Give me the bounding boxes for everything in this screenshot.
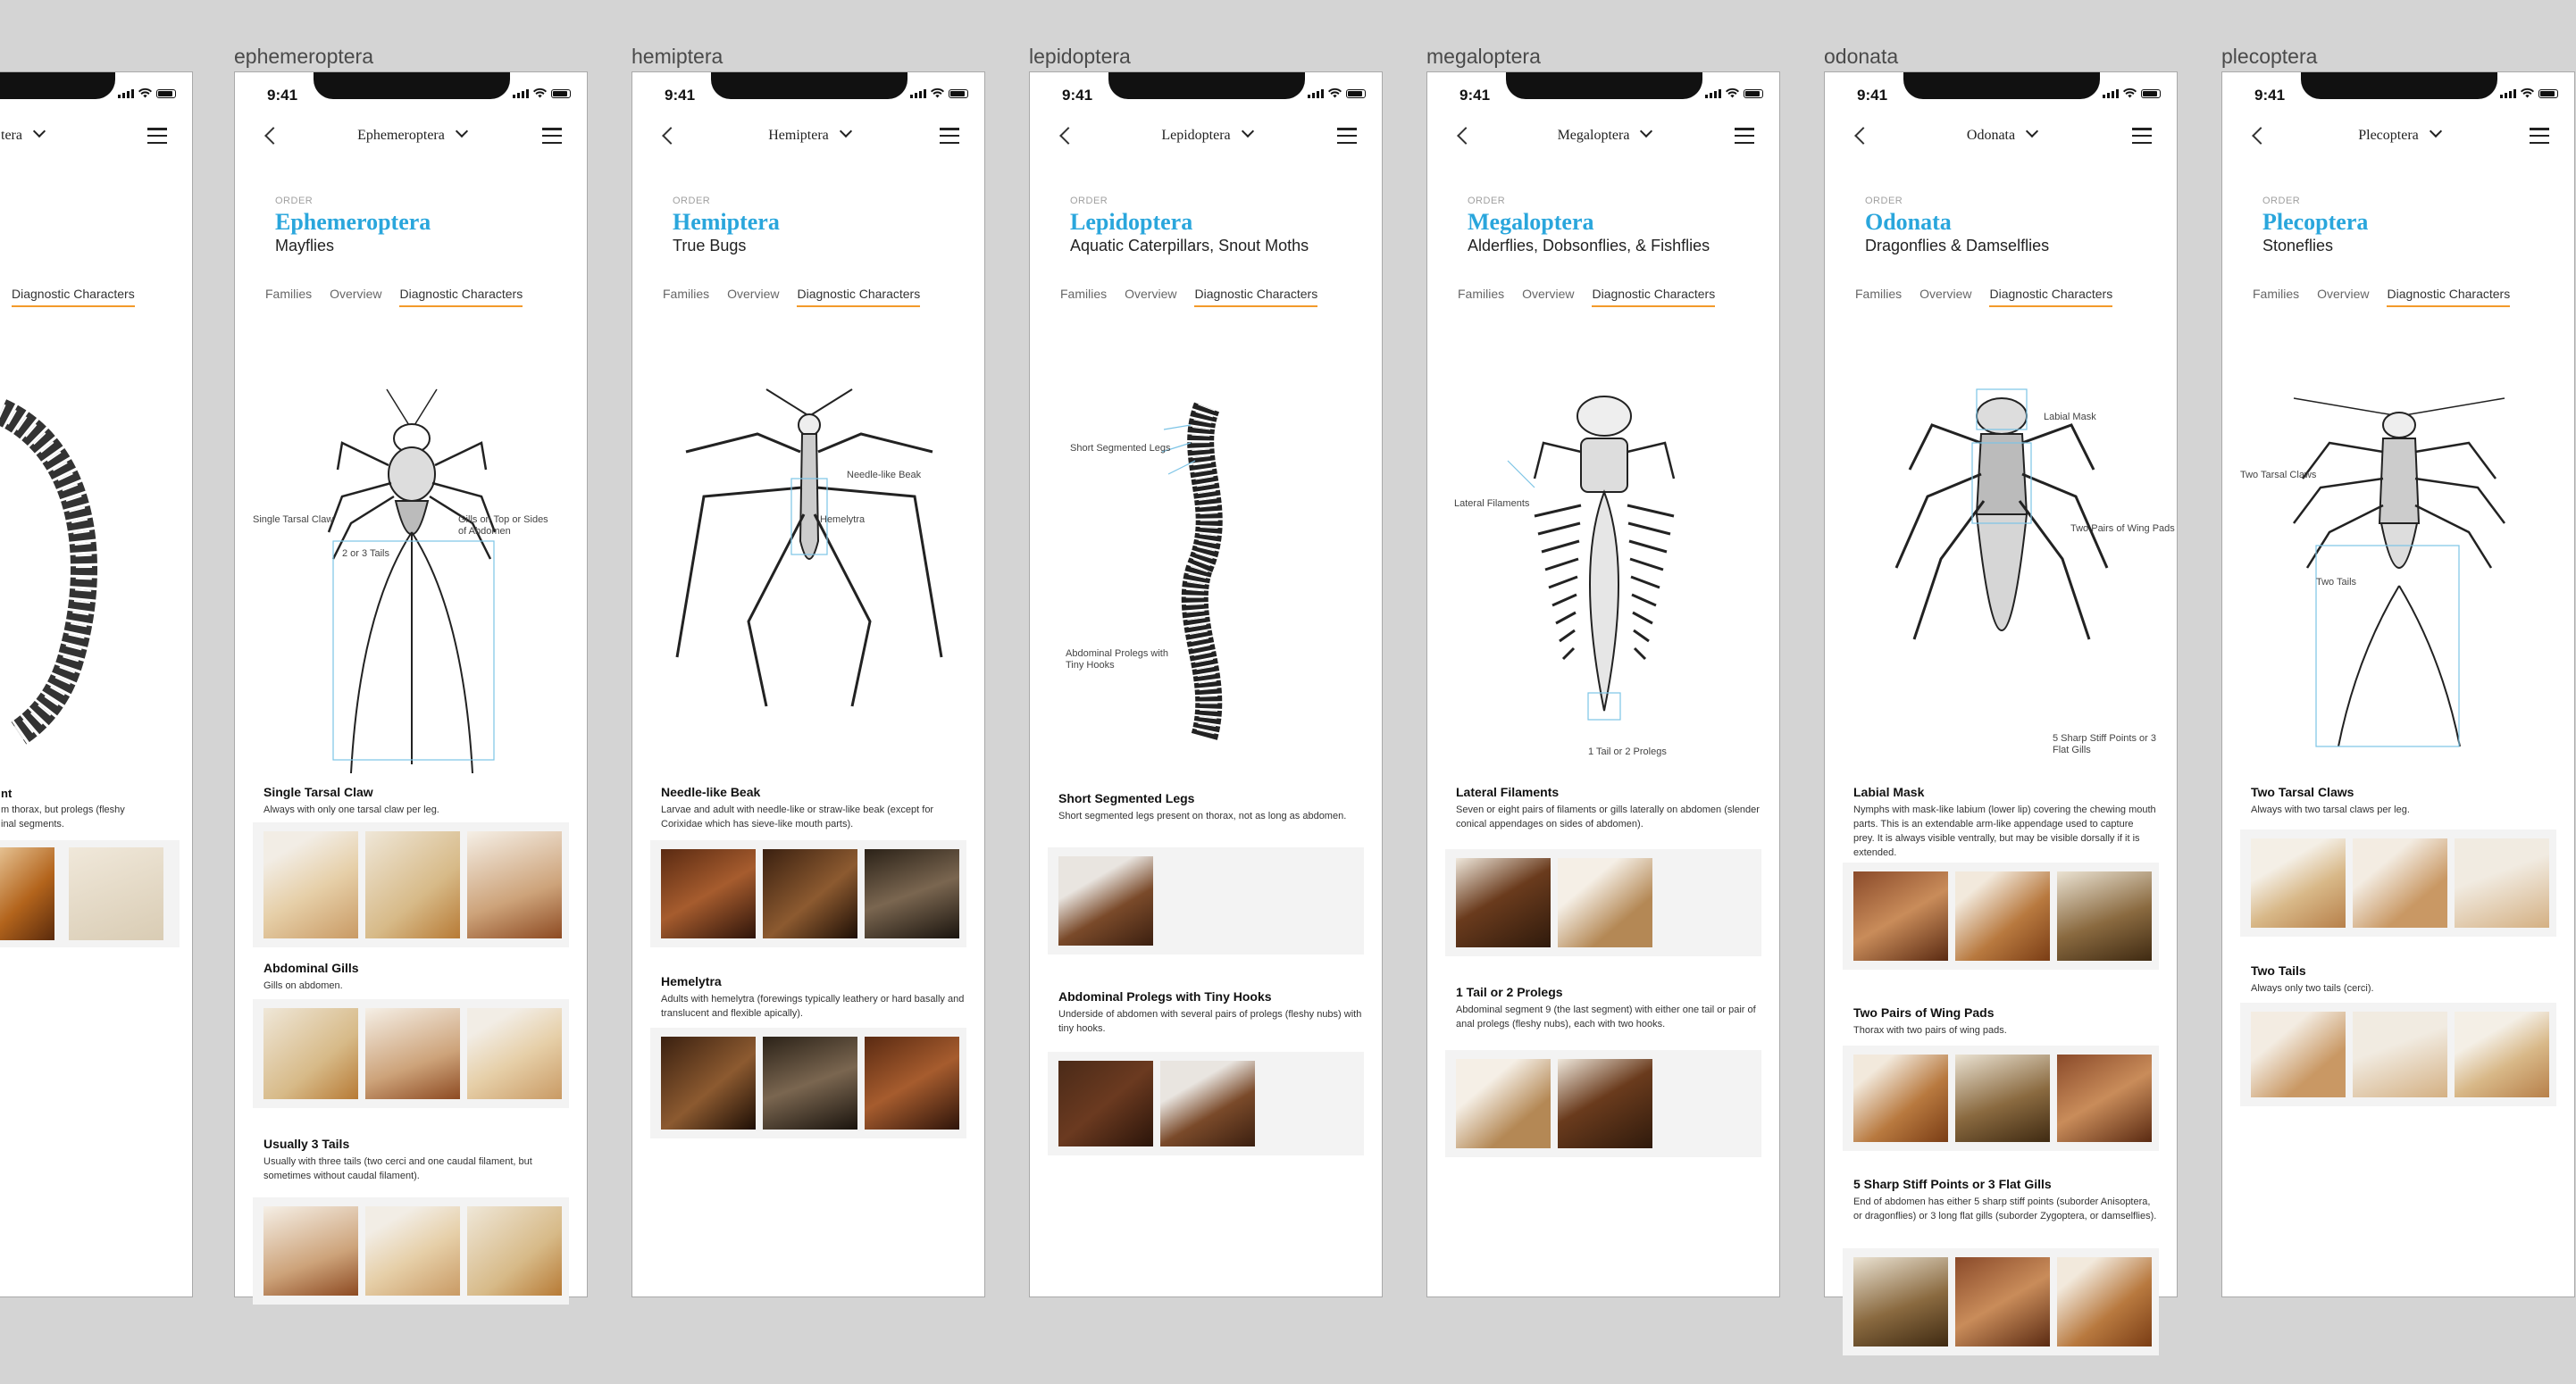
status-time: 9:41 bbox=[1857, 87, 1888, 104]
order-label: ORDER bbox=[1865, 196, 1903, 206]
battery-icon bbox=[1744, 89, 1763, 98]
tab-bar bbox=[12, 287, 135, 307]
cellular-icon bbox=[1308, 89, 1324, 98]
order-name: Hemiptera bbox=[673, 209, 780, 235]
specimen-photo[interactable] bbox=[1853, 1257, 1948, 1346]
tab-diagnostic-characters[interactable]: Diagnostic Characters bbox=[1989, 287, 2112, 307]
illustration-callout: Abdominal Prolegs with Tiny Hooks bbox=[1066, 648, 1168, 671]
status-bar bbox=[2222, 72, 2576, 117]
wifi-icon bbox=[2123, 88, 2137, 98]
specimen-photo[interactable] bbox=[865, 1037, 959, 1130]
tab-diagnostic-characters[interactable]: Diagnostic Characters bbox=[797, 287, 920, 307]
status-time: 9:41 bbox=[1459, 87, 1491, 104]
phone-frame-hemiptera bbox=[631, 71, 985, 1297]
specimen-photo[interactable] bbox=[365, 1008, 460, 1099]
specimen-photo[interactable] bbox=[763, 1037, 857, 1130]
specimen-photo[interactable] bbox=[467, 1206, 562, 1296]
character-title: Lateral Filaments bbox=[1456, 785, 1560, 799]
photo-card bbox=[650, 1028, 966, 1138]
order-label: ORDER bbox=[2262, 196, 2301, 206]
specimen-photo[interactable] bbox=[1558, 1059, 1652, 1148]
chevron-down-icon bbox=[2026, 125, 2038, 138]
tab-bar bbox=[1060, 287, 1317, 307]
order-header bbox=[1468, 196, 1710, 255]
phone-frame-plecoptera bbox=[2221, 71, 2575, 1297]
section-desc-partial-1: m thorax, but prolegs (fleshy bbox=[1, 805, 125, 815]
insect-illustration bbox=[235, 389, 589, 773]
nav-title: Plecoptera bbox=[2358, 128, 2419, 143]
order-dropdown[interactable] bbox=[632, 128, 986, 144]
character-title: Two Tails bbox=[2251, 963, 2306, 978]
wifi-icon bbox=[2521, 88, 2534, 98]
cellular-icon bbox=[1705, 89, 1721, 98]
order-header bbox=[673, 196, 780, 255]
wifi-icon bbox=[931, 88, 944, 98]
specimen-photo[interactable] bbox=[1955, 1257, 2050, 1346]
specimen-photo[interactable] bbox=[2353, 838, 2447, 928]
common-name: Alderflies, Dobsonflies, & Fishflies bbox=[1468, 237, 1710, 254]
status-icons bbox=[2103, 88, 2161, 98]
phone-frame-odonata bbox=[1824, 71, 2178, 1297]
order-name: Lepidoptera bbox=[1070, 209, 1193, 235]
character-title: Abdominal Prolegs with Tiny Hooks bbox=[1058, 989, 1272, 1004]
specimen-photo[interactable] bbox=[1456, 1059, 1551, 1148]
frame-label: ephemeroptera bbox=[234, 45, 373, 68]
hamburger-menu-icon[interactable] bbox=[2132, 128, 2152, 144]
character-title: Single Tarsal Claw bbox=[263, 785, 373, 799]
photo-card bbox=[650, 840, 966, 947]
photo-card bbox=[1843, 1046, 2159, 1151]
specimen-photo[interactable] bbox=[2057, 871, 2152, 961]
specimen-photo[interactable] bbox=[1058, 856, 1153, 946]
battery-icon bbox=[1346, 89, 1366, 98]
status-icons bbox=[1705, 88, 1763, 98]
wifi-icon bbox=[1726, 88, 1739, 98]
nav-title: Ephemeroptera bbox=[357, 128, 445, 143]
status-bar bbox=[0, 72, 194, 117]
order-header bbox=[275, 196, 431, 255]
cellular-icon bbox=[2500, 89, 2516, 98]
character-title: Two Pairs of Wing Pads bbox=[1853, 1005, 1995, 1020]
status-time: 9:41 bbox=[2254, 87, 2286, 104]
specimen-photo[interactable] bbox=[1955, 1055, 2050, 1142]
character-title: Labial Mask bbox=[1853, 785, 1925, 799]
nav-bar bbox=[235, 117, 589, 158]
order-header bbox=[2262, 196, 2368, 255]
notch bbox=[1506, 72, 1702, 99]
character-description: Usually with three tails (two cerci and one caudal filament, but sometimes without caudal filament). bbox=[263, 1156, 532, 1181]
notch bbox=[2301, 72, 2497, 99]
tab-overview[interactable]: Overview bbox=[2317, 287, 2370, 301]
specimen-photo[interactable] bbox=[1853, 871, 1948, 961]
insect-illustration bbox=[1427, 389, 1781, 773]
nav-title: Odonata bbox=[1966, 128, 2016, 143]
tab-families[interactable]: Families bbox=[1060, 287, 1108, 301]
tab-overview[interactable]: Overview bbox=[1522, 287, 1575, 301]
tab-overview[interactable]: Overview bbox=[330, 287, 382, 301]
specimen-photo[interactable] bbox=[263, 831, 358, 938]
illustration-callout: Short Segmented Legs bbox=[1070, 443, 1171, 454]
specimen-photo[interactable] bbox=[69, 847, 163, 940]
specimen-photo[interactable] bbox=[661, 1037, 756, 1130]
chevron-down-icon bbox=[2430, 125, 2442, 138]
character-title: 5 Sharp Stiff Points or 3 Flat Gills bbox=[1853, 1177, 2052, 1191]
section-desc-partial-2: inal segments. bbox=[1, 819, 64, 830]
nav-bar bbox=[2222, 117, 2576, 158]
section-title-partial: nt bbox=[1, 787, 13, 800]
chevron-down-icon bbox=[1242, 125, 1254, 138]
tab-families[interactable]: Families bbox=[2253, 287, 2300, 301]
specimen-photo[interactable] bbox=[2455, 1012, 2549, 1097]
cellular-icon bbox=[2103, 89, 2119, 98]
hamburger-menu-icon[interactable] bbox=[1337, 128, 1357, 144]
photo-card bbox=[1843, 863, 2159, 970]
battery-icon bbox=[949, 89, 968, 98]
character-description: Nymphs with mask-like labium (lower lip) covering the chewing mouth parts. This is an extendable arm-like appendage used to capture prey. It is always visible ventrally, but may be visible dorsally if it is extended. bbox=[1853, 805, 2156, 858]
frame-label: odonata bbox=[1824, 45, 1899, 68]
tab-bar bbox=[265, 287, 523, 307]
nav-title: Lepidoptera bbox=[1161, 128, 1231, 143]
specimen-photo[interactable] bbox=[0, 847, 54, 940]
specimen-photo[interactable] bbox=[2455, 838, 2549, 928]
photo-card bbox=[1445, 849, 1761, 956]
cellular-icon bbox=[910, 89, 926, 98]
status-time: 9:41 bbox=[1062, 87, 1093, 104]
character-description: Always with only one tarsal claw per leg. bbox=[263, 805, 439, 815]
order-name: Odonata bbox=[1865, 209, 1952, 235]
tab-diagnostic-characters[interactable]: Diagnostic Characters bbox=[12, 287, 135, 307]
tab-bar bbox=[1458, 287, 1715, 307]
nav-bar bbox=[1030, 117, 1384, 158]
status-icons bbox=[118, 88, 176, 98]
nav-bar bbox=[0, 117, 194, 158]
specimen-photo[interactable] bbox=[661, 849, 756, 938]
order-dropdown[interactable] bbox=[235, 128, 589, 144]
cellular-icon bbox=[118, 89, 134, 98]
status-bar bbox=[1825, 72, 2179, 117]
status-icons bbox=[910, 88, 968, 98]
phone-frame-lepidoptera bbox=[1029, 71, 1383, 1297]
chevron-down-icon bbox=[1640, 125, 1652, 138]
specimen-photo[interactable] bbox=[2057, 1257, 2152, 1346]
common-name: Dragonflies & Damselflies bbox=[1865, 237, 2050, 254]
nav-bar bbox=[1825, 117, 2179, 158]
illustration-callout: 2 or 3 Tails bbox=[342, 548, 389, 559]
frame-label: lepidoptera bbox=[1029, 45, 1131, 68]
nav-title: Hemiptera bbox=[768, 128, 829, 143]
specimen-photo[interactable] bbox=[1955, 871, 2050, 961]
hamburger-menu-icon[interactable] bbox=[542, 128, 562, 144]
photo-card bbox=[1048, 1052, 1364, 1155]
tab-families[interactable]: Families bbox=[663, 287, 710, 301]
tab-overview[interactable]: Overview bbox=[1919, 287, 1972, 301]
tab-families[interactable]: Families bbox=[265, 287, 313, 301]
character-title: Needle-like Beak bbox=[661, 785, 761, 799]
illustration-callout: Lateral Filaments bbox=[1454, 498, 1530, 509]
tab-diagnostic-characters[interactable]: Diagnostic Characters bbox=[2387, 287, 2510, 307]
specimen-photo[interactable] bbox=[763, 849, 857, 938]
order-label: ORDER bbox=[1468, 196, 1506, 206]
order-name: Plecoptera bbox=[2262, 209, 2369, 235]
caterpillar-illustration bbox=[0, 340, 194, 787]
character-description: End of abdomen has either 5 sharp stiff points (suborder Anisoptera, or dragonflies) or 3 long flat gills (suborder Zygoptera, or damselflies). bbox=[1853, 1196, 2157, 1221]
character-title: 1 Tail or 2 Prolegs bbox=[1456, 985, 1563, 999]
notch bbox=[711, 72, 907, 99]
nav-bar bbox=[632, 117, 986, 158]
status-bar bbox=[235, 72, 589, 117]
frame-label: hemiptera bbox=[631, 45, 723, 68]
character-title: Two Tarsal Claws bbox=[2251, 785, 2354, 799]
battery-icon bbox=[156, 89, 176, 98]
illustration-callout: Gills on Top or Sides of Abdomen bbox=[458, 514, 548, 537]
illustration-callout: Two Pairs of Wing Pads bbox=[2070, 523, 2175, 534]
order-dropdown[interactable] bbox=[1825, 128, 2179, 144]
illustration-callout: Two Tails bbox=[2316, 577, 2357, 588]
order-dropdown[interactable] bbox=[2222, 128, 2576, 144]
order-header bbox=[1865, 196, 2049, 255]
photo-card bbox=[1048, 847, 1364, 955]
common-name: Aquatic Caterpillars, Snout Moths bbox=[1070, 237, 1309, 254]
phone-frame-ephemeroptera bbox=[234, 71, 588, 1297]
specimen-photo[interactable] bbox=[365, 1206, 460, 1296]
illustration-callout: Single Tarsal Claw bbox=[253, 514, 334, 525]
frame-label: plecoptera bbox=[2221, 45, 2318, 68]
tab-diagnostic-characters[interactable]: Diagnostic Characters bbox=[399, 287, 523, 307]
tab-diagnostic-characters[interactable]: Diagnostic Characters bbox=[1194, 287, 1317, 307]
status-icons bbox=[1308, 88, 1366, 98]
common-name: Mayflies bbox=[275, 237, 335, 254]
notch bbox=[314, 72, 510, 99]
phone-frame-megaloptera bbox=[1426, 71, 1780, 1297]
character-title: Short Segmented Legs bbox=[1058, 791, 1195, 805]
nav-title: Megaloptera bbox=[1557, 128, 1630, 143]
notch bbox=[1108, 72, 1305, 99]
character-title: Abdominal Gills bbox=[263, 961, 359, 975]
character-description: Thorax with two pairs of wing pads. bbox=[1853, 1025, 2007, 1036]
illustration-callout: 5 Sharp Stiff Points or 3 Flat Gills bbox=[2053, 733, 2156, 755]
nav-title: tera bbox=[1, 128, 22, 143]
chevron-down-icon bbox=[33, 125, 46, 138]
status-bar bbox=[1427, 72, 1781, 117]
hamburger-menu-icon[interactable] bbox=[2530, 128, 2549, 144]
character-description: Gills on abdomen. bbox=[263, 980, 343, 991]
character-description: Short segmented legs present on thorax, not as long as abdomen. bbox=[1058, 811, 1347, 821]
hamburger-menu-icon[interactable] bbox=[147, 128, 167, 144]
status-icons bbox=[513, 88, 571, 98]
character-title: Hemelytra bbox=[661, 974, 722, 988]
character-description: Seven or eight pairs of filaments or gills laterally on abdomen (slender conical appendages on sides of abdomen). bbox=[1456, 805, 1760, 830]
chevron-down-icon bbox=[456, 125, 468, 138]
insect-illustration bbox=[1825, 389, 2179, 773]
illustration-callout: Hemelytra bbox=[820, 514, 866, 525]
order-dropdown[interactable] bbox=[1030, 128, 1384, 144]
photo-card bbox=[253, 999, 569, 1108]
photo-card bbox=[2240, 830, 2556, 937]
notch bbox=[0, 72, 115, 99]
wifi-icon bbox=[138, 88, 152, 98]
character-description: Abdominal segment 9 (the last segment) with either one tail or pair of anal prolegs (fleshy nubs), each with two hooks. bbox=[1456, 1005, 1756, 1030]
specimen-photo[interactable] bbox=[1853, 1055, 1948, 1142]
tab-overview[interactable]: Overview bbox=[727, 287, 780, 301]
specimen-photo[interactable] bbox=[263, 1206, 358, 1296]
order-dropdown[interactable] bbox=[1427, 128, 1781, 144]
character-title: Usually 3 Tails bbox=[263, 1137, 350, 1151]
tab-families[interactable]: Families bbox=[1458, 287, 1505, 301]
tab-diagnostic-characters[interactable]: Diagnostic Characters bbox=[1592, 287, 1715, 307]
illustration-callout: Two Tarsal Claws bbox=[2240, 470, 2317, 480]
character-description: Always only two tails (cerci). bbox=[2251, 983, 2374, 994]
tab-overview[interactable]: Overview bbox=[1125, 287, 1177, 301]
photo-card bbox=[2240, 1003, 2556, 1106]
specimen-photo[interactable] bbox=[467, 831, 562, 938]
insect-illustration bbox=[632, 389, 986, 773]
character-description: Larvae and adult with needle-like or straw-like beak (except for Corixidae which has sieve-like mouth parts). bbox=[661, 805, 934, 830]
order-label: ORDER bbox=[1070, 196, 1108, 206]
chevron-down-icon bbox=[840, 125, 852, 138]
specimen-photo[interactable] bbox=[2057, 1055, 2152, 1142]
specimen-photo[interactable] bbox=[865, 849, 959, 938]
wifi-icon bbox=[533, 88, 547, 98]
frame-label: megaloptera bbox=[1426, 45, 1541, 68]
status-icons bbox=[2500, 88, 2558, 98]
illustration-callout: 1 Tail or 2 Prolegs bbox=[1588, 746, 1667, 757]
specimen-photo[interactable] bbox=[1058, 1061, 1153, 1146]
specimen-photo[interactable] bbox=[1456, 858, 1551, 947]
photo-card bbox=[253, 1197, 569, 1305]
order-label: ORDER bbox=[673, 196, 711, 206]
status-bar bbox=[1030, 72, 1384, 117]
specimen-photo[interactable] bbox=[1558, 858, 1652, 947]
battery-icon bbox=[2141, 89, 2161, 98]
tab-bar bbox=[1855, 287, 2112, 307]
order-name: Ephemeroptera bbox=[275, 209, 431, 235]
photo-card bbox=[1445, 1050, 1761, 1157]
specimen-photo[interactable] bbox=[467, 1008, 562, 1099]
specimen-photo[interactable] bbox=[263, 1008, 358, 1099]
cellular-icon bbox=[513, 89, 529, 98]
battery-icon bbox=[551, 89, 571, 98]
character-description: Adults with hemelytra (forewings typically leathery or hard basally and translucent and flexible apically). bbox=[661, 994, 965, 1019]
character-description: Always with two tarsal claws per leg. bbox=[2251, 805, 2410, 815]
photo-card bbox=[253, 822, 569, 947]
illustration-callout: Labial Mask bbox=[2044, 412, 2096, 422]
tab-bar bbox=[2253, 287, 2510, 307]
status-time: 9:41 bbox=[267, 87, 298, 104]
order-label: ORDER bbox=[275, 196, 314, 206]
photo-card bbox=[0, 840, 180, 947]
specimen-photo[interactable] bbox=[2353, 1012, 2447, 1097]
status-bar bbox=[632, 72, 986, 117]
wifi-icon bbox=[1328, 88, 1342, 98]
specimen-photo[interactable] bbox=[2251, 1012, 2346, 1097]
tab-bar bbox=[663, 287, 920, 307]
notch bbox=[1903, 72, 2100, 99]
phone-partial bbox=[0, 71, 193, 1297]
battery-icon bbox=[2538, 89, 2558, 98]
illustration-callout: Needle-like Beak bbox=[847, 470, 922, 480]
specimen-photo[interactable] bbox=[1160, 1061, 1255, 1146]
nav-bar bbox=[1427, 117, 1781, 158]
status-time: 9:41 bbox=[665, 87, 696, 104]
order-header bbox=[1070, 196, 1309, 255]
hamburger-menu-icon[interactable] bbox=[940, 128, 959, 144]
photo-card bbox=[1843, 1248, 2159, 1355]
character-description: Underside of abdomen with several pairs of prolegs (fleshy nubs) with tiny hooks. bbox=[1058, 1009, 1362, 1034]
tab-families[interactable]: Families bbox=[1855, 287, 1903, 301]
specimen-photo[interactable] bbox=[365, 831, 460, 938]
order-name: Megaloptera bbox=[1468, 209, 1594, 235]
hamburger-menu-icon[interactable] bbox=[1735, 128, 1754, 144]
common-name: Stoneflies bbox=[2262, 237, 2334, 254]
common-name: True Bugs bbox=[673, 237, 747, 254]
specimen-photo[interactable] bbox=[2251, 838, 2346, 928]
